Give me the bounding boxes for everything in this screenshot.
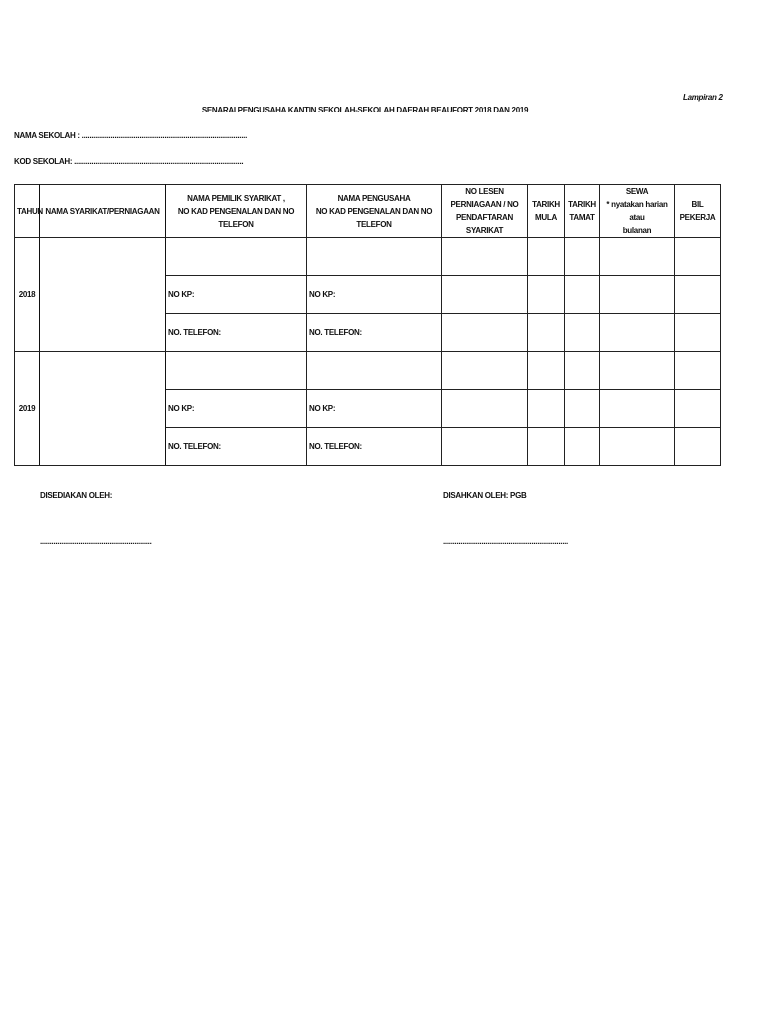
signature-line-left: .......................................................... [40, 537, 152, 546]
bil-pekerja-cell [675, 276, 721, 314]
lesen-cell [442, 276, 528, 314]
bil-pekerja-cell [675, 352, 721, 390]
pemilik-no-kp-cell: NO KP: [166, 276, 307, 314]
header-sewa-line1: SEWA [625, 187, 649, 196]
canteen-operators-table [14, 184, 721, 466]
mula-cell [528, 428, 565, 466]
tamat-cell [565, 428, 600, 466]
header-pengusaha-line1: NAMA PENGUSAHA [337, 193, 411, 203]
pengusaha-no-telefon-cell: NO. TELEFON: [307, 314, 442, 352]
sewa-cell [600, 238, 675, 276]
header-tarikh-mula [528, 185, 565, 238]
sewa-cell [600, 352, 675, 390]
lesen-cell [442, 238, 528, 276]
header-nama-pengusaha [307, 185, 442, 238]
year-cell-2019: 2019 [15, 352, 40, 466]
header-nama-syarikat: NAMA SYARIKAT/PERNIAGAAN [40, 185, 166, 238]
pengusaha-no-kp-cell: NO KP: [307, 276, 442, 314]
nama-syarikat-cell [40, 352, 166, 466]
tamat-cell [565, 314, 600, 352]
header-lesen-line2: PENDAFTARAN SYARIKAT [456, 213, 513, 235]
disediakan-label: DISEDIAKAN OLEH: [40, 491, 113, 500]
header-nama-pemilik [166, 185, 307, 238]
lesen-cell [442, 314, 528, 352]
header-tahun: TAHUN [15, 185, 40, 238]
header-tarikh-tamat [565, 185, 600, 238]
lesen-cell [442, 390, 528, 428]
pengusaha-no-kp-cell: NO KP: [307, 390, 442, 428]
header-tamat-line2: TAMAT [569, 213, 595, 222]
header-sewa-line2: * nyatakan harian atau [606, 200, 668, 222]
header-tamat-line1: TARIKH [568, 200, 596, 209]
nama-syarikat-cell [40, 238, 166, 352]
header-bil-pekerja: BIL PEKERJA [675, 185, 721, 238]
pemilik-no-telefon-cell: NO. TELEFON: [166, 314, 307, 352]
bil-pekerja-cell [675, 390, 721, 428]
table-row [15, 238, 721, 276]
mula-cell [528, 238, 565, 276]
lampiran-label: Lampiran 2 [683, 93, 723, 102]
pemilik-no-kp-cell: NO KP: [166, 390, 307, 428]
header-mula-line1: TARIKH [532, 200, 560, 209]
year-cell-2018: 2018 [15, 238, 40, 352]
sewa-cell [600, 314, 675, 352]
disahkan-label: DISAHKAN OLEH: PGB [443, 491, 527, 500]
mula-cell [528, 314, 565, 352]
mula-cell [528, 390, 565, 428]
tamat-cell [565, 238, 600, 276]
pemilik-name-cell [166, 238, 307, 276]
tamat-cell [565, 390, 600, 428]
bil-pekerja-cell [675, 314, 721, 352]
header-row [15, 185, 721, 238]
bil-pekerja-cell [675, 428, 721, 466]
sewa-cell [600, 428, 675, 466]
header-lesen-line1: NO LESEN PERNIAGAAN / NO [450, 187, 519, 209]
pengusaha-name-cell [307, 238, 442, 276]
pemilik-name-cell [166, 352, 307, 390]
header-pemilik-line2: NO KAD PENGENALAN DAN NO TELEFON [177, 206, 295, 229]
bil-pekerja-cell [675, 238, 721, 276]
tamat-cell [565, 352, 600, 390]
mula-cell [528, 352, 565, 390]
header-pemilik-line1: NAMA PEMILIK SYARIKAT , [187, 193, 285, 203]
lesen-cell [442, 428, 528, 466]
header-sewa-line3: bulanan [622, 226, 652, 235]
pemilik-no-telefon-cell: NO. TELEFON: [166, 428, 307, 466]
header-mula-line2: MULA [535, 213, 557, 222]
signature-line-right: ................................................................. [443, 537, 568, 546]
mula-cell [528, 276, 565, 314]
pengusaha-no-telefon-cell: NO. TELEFON: [307, 428, 442, 466]
sewa-cell [600, 276, 675, 314]
nama-sekolah-field: NAMA SEKOLAH : ...................................................................................... [14, 131, 247, 140]
header-pengusaha-line2: NO KAD PENGENALAN DAN NO TELEFON [315, 206, 433, 229]
table-row [15, 352, 721, 390]
document-title: SENARAI PENGUSAHA KANTIN SEKOLAH-SEKOLAH DAERAH BEAUFORT 2018 DAN 2019 [201, 106, 529, 112]
header-no-lesen [442, 185, 528, 238]
lesen-cell [442, 352, 528, 390]
sewa-cell [600, 390, 675, 428]
header-sewa [600, 185, 675, 238]
kod-sekolah-field: KOD SEKOLAH: ........................................................................................ [14, 157, 244, 166]
tamat-cell [565, 276, 600, 314]
pengusaha-name-cell [307, 352, 442, 390]
